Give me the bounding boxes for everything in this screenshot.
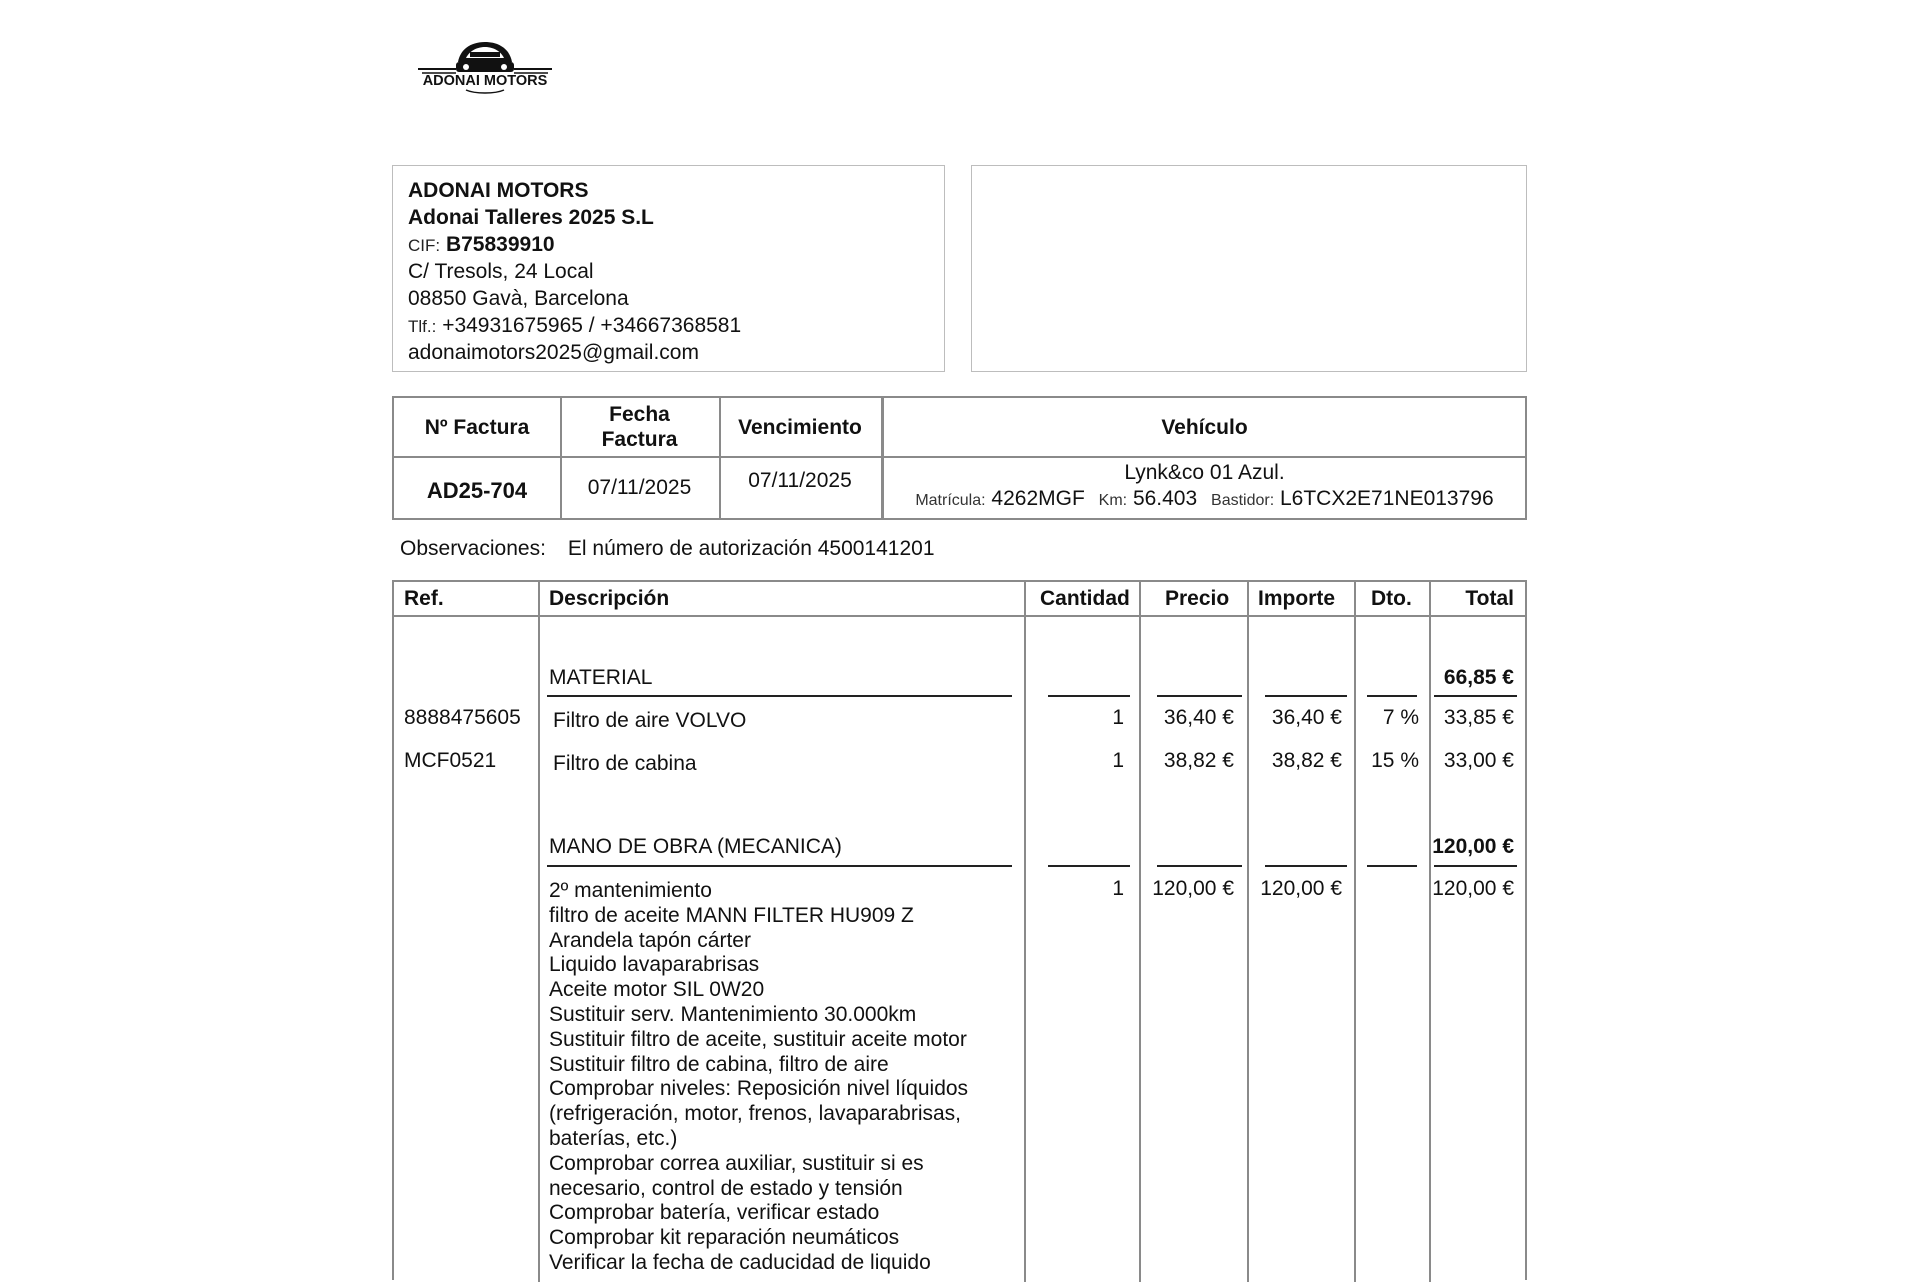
item-price: 38,82 € bbox=[1163, 749, 1234, 772]
vehicle-model: Lynk&co 01 Azul. bbox=[1124, 461, 1285, 484]
description-line: Comprobar correa auxiliar, sustituir si es bbox=[549, 1151, 924, 1175]
description-line: Arandela tapón cárter bbox=[549, 928, 751, 952]
description-line: filtro de aceite MANN FILTER HU909 Z bbox=[549, 903, 914, 927]
section-total-labor: 120,00 € bbox=[1432, 835, 1514, 858]
item-ref: MCF0521 bbox=[404, 749, 497, 772]
cif-value: B75839910 bbox=[445, 233, 555, 256]
item-price: 120,00 € bbox=[1152, 877, 1234, 900]
section-title-labor: MANO DE OBRA (MECANICA) bbox=[549, 835, 842, 858]
logo-wordmark: ADONAI MOTORS bbox=[422, 73, 548, 89]
client-info-box bbox=[971, 165, 1527, 372]
item-amount: 38,82 € bbox=[1271, 749, 1342, 772]
invoice-date-header: Fecha Factura bbox=[601, 403, 678, 451]
phone-label: Tlf.: bbox=[408, 317, 437, 336]
description-line: Liquido lavaparabrisas bbox=[549, 953, 760, 977]
description-line: (refrigeración, motor, frenos, lavaparabrisas, bbox=[549, 1102, 962, 1126]
observations-text: El número de autorización 4500141201 bbox=[567, 537, 935, 560]
item-total: 33,00 € bbox=[1443, 749, 1514, 772]
item-description: Filtro de aire VOLVO bbox=[553, 709, 747, 732]
col-header-price: Precio bbox=[1165, 586, 1230, 610]
description-line: necesario, control de estado y tensión bbox=[549, 1176, 903, 1200]
due-date-header: Vencimiento bbox=[738, 415, 862, 439]
item-amount: 120,00 € bbox=[1260, 877, 1342, 900]
invoice-number: AD25-704 bbox=[426, 478, 528, 503]
company-name: ADONAI MOTORS bbox=[408, 179, 589, 202]
description-line: baterías, etc.) bbox=[549, 1127, 678, 1150]
plate-value: 4262MGF bbox=[991, 487, 1085, 510]
vin-value: L6TCX2E71NE013796 bbox=[1280, 487, 1494, 510]
description-line: 2º mantenimiento bbox=[549, 879, 712, 902]
invoice-date: 07/11/2025 bbox=[587, 476, 692, 499]
col-header-quantity: Cantidad bbox=[1040, 586, 1130, 610]
item-amount: 36,40 € bbox=[1271, 706, 1342, 729]
item-total: 33,85 € bbox=[1443, 706, 1514, 729]
description-line: Sustituir serv. Mantenimiento 30.000km bbox=[549, 1003, 917, 1026]
invoice-lines-table bbox=[392, 580, 1527, 1280]
item-quantity: 1 bbox=[1112, 877, 1124, 900]
col-header-total: Total bbox=[1465, 586, 1514, 610]
item-description: Filtro de cabina bbox=[553, 752, 697, 775]
description-line: Sustituir filtro de cabina, filtro de aire bbox=[549, 1052, 889, 1076]
vin-label: Bastidor: bbox=[1211, 492, 1275, 509]
company-email: adonaimotors2025@gmail.com bbox=[408, 341, 699, 364]
company-info-box bbox=[392, 165, 945, 372]
company-legal-name: Adonai Talleres 2025 S.L bbox=[408, 206, 654, 229]
col-header-description: Descripción bbox=[549, 586, 670, 610]
col-header-discount: Dto. bbox=[1371, 586, 1412, 610]
invoice-header-table bbox=[392, 396, 1527, 520]
description-line: Comprobar kit reparación neumáticos bbox=[549, 1226, 900, 1250]
description-line: Comprobar batería, verificar estado bbox=[549, 1201, 880, 1225]
company-cif bbox=[408, 232, 555, 259]
col-header-amount: Importe bbox=[1258, 586, 1336, 610]
description-line: Verificar la fecha de caducidad de liquido bbox=[549, 1251, 931, 1274]
description-line: Comprobar niveles: Reposición nivel líquidos bbox=[549, 1077, 969, 1101]
section-total-material: 66,85 € bbox=[1443, 666, 1514, 689]
description-line: Sustituir filtro de aceite, sustituir aceite motor bbox=[549, 1027, 967, 1051]
item-total: 120,00 € bbox=[1432, 877, 1514, 900]
vehicle-header: Vehículo bbox=[1161, 415, 1248, 439]
section-title-material: MATERIAL bbox=[549, 666, 653, 689]
item-discount: 15 % bbox=[1371, 749, 1419, 772]
phone-value: +34931675965 / +34667368581 bbox=[442, 314, 742, 337]
vehicle-info bbox=[884, 460, 1525, 514]
item-ref: 8888475605 bbox=[404, 706, 521, 729]
item-quantity: 1 bbox=[1112, 706, 1124, 729]
item-quantity: 1 bbox=[1112, 749, 1124, 772]
km-value: 56.403 bbox=[1132, 487, 1198, 510]
company-phone bbox=[408, 313, 741, 340]
company-logo bbox=[400, 28, 570, 98]
cif-label: CIF: bbox=[408, 236, 441, 255]
item-discount: 7 % bbox=[1382, 706, 1419, 729]
item-price: 36,40 € bbox=[1163, 706, 1234, 729]
observations bbox=[400, 537, 935, 561]
company-address-2: 08850 Gavà, Barcelona bbox=[408, 287, 629, 310]
plate-label: Matrícula: bbox=[915, 492, 986, 509]
invoice-number-header: Nº Factura bbox=[424, 415, 530, 439]
due-date: 07/11/2025 bbox=[748, 469, 852, 492]
col-header-ref: Ref. bbox=[404, 586, 444, 610]
description-line: Aceite motor SIL 0W20 bbox=[549, 978, 765, 1002]
km-label: Km: bbox=[1098, 492, 1128, 509]
observations-label: Observaciones: bbox=[400, 537, 546, 560]
company-address-1: C/ Tresols, 24 Local bbox=[408, 260, 594, 283]
